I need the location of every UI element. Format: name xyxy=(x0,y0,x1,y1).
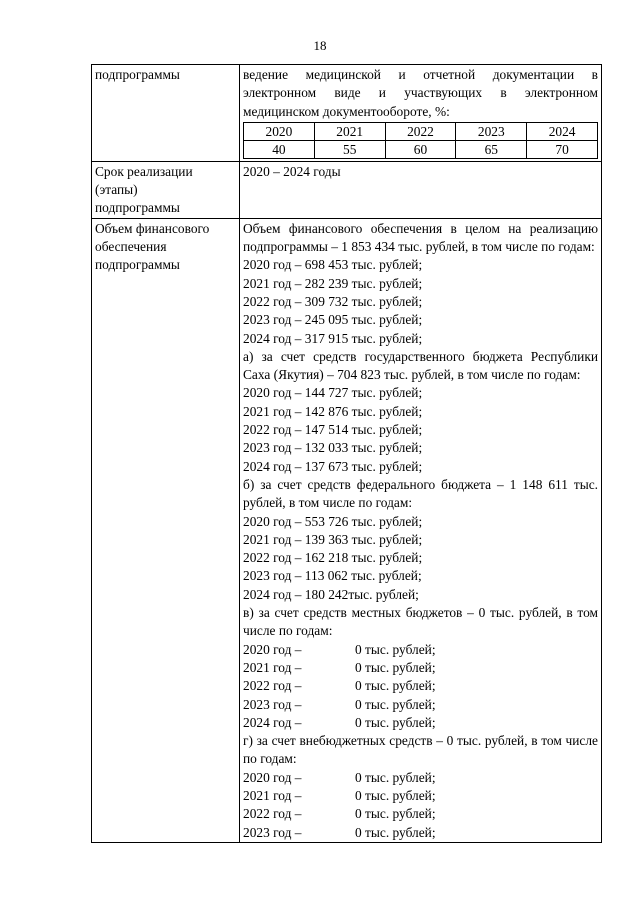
year-line: 2020 год – 698 453 тыс. рублей; xyxy=(243,257,423,273)
year-line: 2021 год – 139 363 тыс. рублей; xyxy=(243,531,423,547)
year-amount: 0 тыс. рублей; xyxy=(355,806,436,822)
value-cell: 65 xyxy=(456,140,527,158)
year-line: 2023 год – 132 033 тыс. рублей; xyxy=(243,440,423,456)
year-label: 2023 год – xyxy=(243,824,302,840)
row-value xyxy=(240,161,602,218)
row-label-line: (этапы) xyxy=(95,182,138,198)
value-cell: 70 xyxy=(527,140,598,158)
year-label: 2024 год – xyxy=(243,714,302,730)
year-line xyxy=(243,714,598,732)
year-amount: 0 тыс. рублей; xyxy=(355,769,436,785)
year-label: 2021 год – xyxy=(243,787,302,803)
year-line: 2024 год – 317 915 тыс. рублей; xyxy=(243,330,423,346)
indicator-years-table xyxy=(243,122,598,159)
row-label xyxy=(92,218,240,842)
year-line: 2021 год – 282 239 тыс. рублей; xyxy=(243,275,423,291)
row-label-line: Объем финансового xyxy=(95,220,210,236)
year-amount: 0 тыс. рублей; xyxy=(355,824,436,840)
year-line: 2024 год – 137 673 тыс. рублей; xyxy=(243,458,423,474)
year-cell: 2021 xyxy=(314,122,385,140)
funding-source-b: б) за счет средств федерального бюджета – 1 148 611 тыс. рублей, в том числе по годам: xyxy=(243,476,598,511)
year-line: 2020 год – 553 726 тыс. рублей; xyxy=(243,513,423,529)
year-line: 2022 год – 309 732 тыс. рублей; xyxy=(243,293,423,309)
year-line: 2023 год – 245 095 тыс. рублей; xyxy=(243,312,423,328)
table-row-indicator xyxy=(92,65,602,162)
value-cell: 40 xyxy=(244,140,315,158)
year-cell: 2022 xyxy=(385,122,456,140)
row-label-line: обеспечения xyxy=(95,239,167,255)
term-text: 2020 – 2024 годы xyxy=(243,163,341,179)
year-line xyxy=(243,659,598,677)
year-amount: 0 тыс. рублей; xyxy=(355,696,436,712)
funding-source-a: а) за счет средств государственного бюджета Республики Саха (Якутия) – 704 823 тыс. рублей, в том числе по годам: xyxy=(243,348,598,383)
year-amount: 0 тыс. рублей; xyxy=(355,714,436,730)
year-label: 2020 год – xyxy=(243,641,302,657)
year-amount: 0 тыс. рублей; xyxy=(355,641,436,657)
funding-source-c: в) за счет средств местных бюджетов – 0 тыс. рублей, в том числе по годам: xyxy=(243,605,598,639)
year-label: 2022 год – xyxy=(243,678,302,694)
year-line xyxy=(243,677,598,695)
year-amount: 0 тыс. рублей; xyxy=(355,787,436,803)
year-line: 2024 год – 180 242тыс. рублей; xyxy=(243,586,419,602)
row-value xyxy=(240,65,602,162)
year-label: 2020 год – xyxy=(243,769,302,785)
row-label xyxy=(92,161,240,218)
row-value xyxy=(240,218,602,842)
row-label-line: Срок реализации xyxy=(95,163,193,179)
year-line: 2022 год – 162 218 тыс. рублей; xyxy=(243,550,423,566)
year-line xyxy=(243,805,598,823)
year-amount: 0 тыс. рублей; xyxy=(355,678,436,694)
indicator-text: ведение медицинской и отчетной документации в электронном виде и участвующих в электронном медицинском документообороте, %: xyxy=(243,67,598,119)
year-line: 2020 год – 144 727 тыс. рублей; xyxy=(243,385,423,401)
row-label-line: подпрограммы xyxy=(95,67,180,82)
year-label: 2023 год – xyxy=(243,696,302,712)
year-cell: 2023 xyxy=(456,122,527,140)
page-number: 18 xyxy=(313,38,327,53)
years-header-row xyxy=(244,122,598,140)
table-row-funding xyxy=(92,218,602,842)
year-label: 2022 год – xyxy=(243,806,302,822)
funding-source-d: г) за счет внебюджетных средств – 0 тыс. рублей, в том числе по годам: xyxy=(243,733,598,767)
row-label-line: подпрограммы xyxy=(95,200,180,216)
subprogram-passport-table xyxy=(91,64,602,843)
year-line: 2021 год – 142 876 тыс. рублей; xyxy=(243,403,423,419)
year-cell: 2020 xyxy=(244,122,315,140)
year-line xyxy=(243,641,598,659)
value-cell: 55 xyxy=(314,140,385,158)
value-cell: 60 xyxy=(385,140,456,158)
row-label-line: подпрограммы xyxy=(95,257,180,273)
year-label: 2021 год – xyxy=(243,659,302,675)
year-line xyxy=(243,787,598,805)
years-value-row xyxy=(244,140,598,158)
table-row-term xyxy=(92,161,602,218)
year-line xyxy=(243,824,598,842)
year-line: 2023 год – 113 062 тыс. рублей; xyxy=(243,568,422,584)
row-label xyxy=(92,65,240,162)
year-line xyxy=(243,696,598,714)
year-line: 2022 год – 147 514 тыс. рублей; xyxy=(243,422,423,438)
funding-intro: Объем финансового обеспечения в целом на реализацию подпрограммы – 1 853 434 тыс. рублей, в том числе по годам: xyxy=(243,220,598,255)
year-cell: 2024 xyxy=(527,122,598,140)
year-line xyxy=(243,769,598,787)
year-amount: 0 тыс. рублей; xyxy=(355,659,436,675)
